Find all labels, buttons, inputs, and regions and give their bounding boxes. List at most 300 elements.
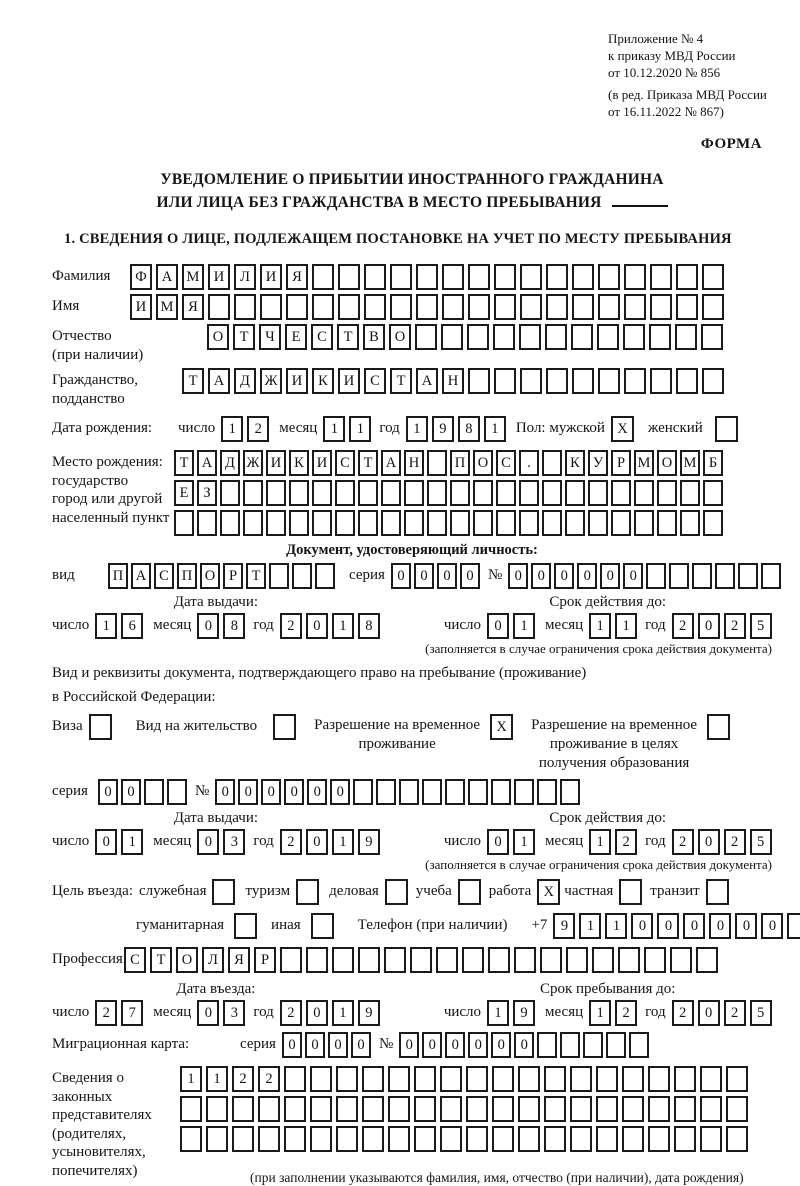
cell[interactable] [618,947,640,973]
cell[interactable]: И [338,368,360,394]
cell[interactable]: 2 [672,829,694,855]
cell[interactable]: 9 [432,416,454,442]
cell[interactable]: 1 [332,829,354,855]
cell[interactable] [206,1126,228,1152]
cell[interactable]: 6 [121,613,143,639]
cell[interactable]: 2 [615,1000,637,1026]
cell[interactable]: 1 [579,913,601,939]
cell[interactable]: 0 [698,1000,720,1026]
cell[interactable] [738,563,758,589]
cell[interactable]: 0 [698,829,720,855]
cell[interactable] [514,779,534,805]
cell[interactable] [174,510,194,536]
cell[interactable]: 1 [484,416,506,442]
cell[interactable]: 0 [197,613,219,639]
cell[interactable]: 0 [261,779,281,805]
cell[interactable]: 0 [422,1032,442,1058]
cell[interactable] [492,1066,514,1092]
cell[interactable]: Р [611,450,631,476]
cell[interactable] [494,368,516,394]
cell[interactable] [726,1126,748,1152]
cell[interactable]: Д [234,368,256,394]
cell[interactable]: Ч [259,324,281,350]
cell[interactable] [494,294,516,320]
cell[interactable] [399,779,419,805]
purpose-study-checkbox[interactable] [458,879,481,905]
cell[interactable]: Я [182,294,204,320]
purpose-transit-checkbox[interactable] [706,879,729,905]
cell[interactable] [144,779,164,805]
cell[interactable]: А [197,450,217,476]
purpose-humanitarian-checkbox[interactable] [234,913,257,939]
cell[interactable] [629,1032,649,1058]
cell[interactable] [442,264,464,290]
temp-residence-education-checkbox[interactable] [707,714,730,740]
cell[interactable] [546,368,568,394]
cell[interactable]: Т [390,368,412,394]
cell[interactable]: 0 [577,563,597,589]
cell[interactable] [440,1126,462,1152]
cell[interactable] [514,947,536,973]
cell[interactable]: К [565,450,585,476]
cell[interactable] [596,1066,618,1092]
cell[interactable]: П [108,563,128,589]
cell[interactable]: 0 [98,779,118,805]
cell[interactable] [414,1096,436,1122]
cell[interactable] [545,324,567,350]
cell[interactable] [167,779,187,805]
cell[interactable] [634,480,654,506]
cell[interactable]: 0 [623,563,643,589]
cell[interactable]: 1 [221,416,243,442]
cell[interactable]: С [496,450,516,476]
cell[interactable] [312,264,334,290]
cell[interactable] [520,294,542,320]
cell[interactable]: 0 [460,563,480,589]
cell[interactable]: Е [174,480,194,506]
cell[interactable]: 0 [735,913,757,939]
cell[interactable]: 2 [615,829,637,855]
cell[interactable] [597,324,619,350]
cell[interactable] [258,1126,280,1152]
cell[interactable] [570,1096,592,1122]
cell[interactable] [416,264,438,290]
cell[interactable] [537,1032,557,1058]
cell[interactable]: 0 [414,563,434,589]
cell[interactable] [787,913,800,939]
cell[interactable] [468,368,490,394]
cell[interactable] [384,947,406,973]
cell[interactable] [491,779,511,805]
cell[interactable] [220,480,240,506]
cell[interactable] [442,294,464,320]
cell[interactable] [566,947,588,973]
cell[interactable]: 1 [206,1066,228,1092]
cell[interactable] [422,779,442,805]
cell[interactable] [519,324,541,350]
cell[interactable] [315,563,335,589]
cell[interactable] [518,1096,540,1122]
cell[interactable] [492,1126,514,1152]
cell[interactable] [312,480,332,506]
cell[interactable] [493,324,515,350]
cell[interactable] [518,1126,540,1152]
cell[interactable] [518,1066,540,1092]
cell[interactable] [676,368,698,394]
cell[interactable] [427,510,447,536]
cell[interactable] [468,779,488,805]
cell[interactable] [696,947,718,973]
cell[interactable]: 2 [724,613,746,639]
purpose-business-checkbox[interactable] [385,879,408,905]
cell[interactable] [440,1066,462,1092]
cell[interactable]: 1 [406,416,428,442]
cell[interactable] [466,1126,488,1152]
cell[interactable]: 0 [95,829,117,855]
cell[interactable]: 0 [554,563,574,589]
cell[interactable] [622,1126,644,1152]
cell[interactable] [571,324,593,350]
cell[interactable]: 5 [750,829,772,855]
cell[interactable] [427,450,447,476]
cell[interactable] [292,563,312,589]
cell[interactable]: И [130,294,152,320]
cell[interactable] [622,1096,644,1122]
cell[interactable]: 1 [589,829,611,855]
cell[interactable]: 0 [328,1032,348,1058]
cell[interactable] [381,510,401,536]
cell[interactable] [445,779,465,805]
sex-male-checkbox[interactable]: X [611,416,634,442]
cell[interactable] [623,324,645,350]
cell[interactable]: 1 [332,1000,354,1026]
cell[interactable] [353,779,373,805]
cell[interactable]: 0 [305,1032,325,1058]
cell[interactable] [466,1066,488,1092]
cell[interactable]: Я [228,947,250,973]
cell[interactable] [669,563,689,589]
cell[interactable]: Н [404,450,424,476]
cell[interactable]: 1 [513,829,535,855]
cell[interactable] [648,1126,670,1152]
cell[interactable] [494,264,516,290]
cell[interactable]: С [311,324,333,350]
cell[interactable]: 8 [223,613,245,639]
cell[interactable] [336,1126,358,1152]
cell[interactable] [519,510,539,536]
cell[interactable]: О [473,450,493,476]
cell[interactable]: С [124,947,146,973]
cell[interactable]: Я [286,264,308,290]
cell[interactable]: 1 [121,829,143,855]
cell[interactable]: О [207,324,229,350]
cell[interactable] [570,1066,592,1092]
cell[interactable]: Т [150,947,172,973]
cell[interactable] [243,480,263,506]
cell[interactable]: П [177,563,197,589]
cell[interactable] [565,480,585,506]
cell[interactable] [269,563,289,589]
cell[interactable] [436,947,458,973]
cell[interactable] [381,480,401,506]
cell[interactable] [680,480,700,506]
cell[interactable] [404,480,424,506]
cell[interactable]: 0 [238,779,258,805]
cell[interactable] [676,264,698,290]
cell[interactable]: 0 [508,563,528,589]
cell[interactable] [544,1066,566,1092]
cell[interactable] [358,947,380,973]
cell[interactable]: 0 [761,913,783,939]
cell[interactable]: 9 [358,829,380,855]
cell[interactable] [390,294,412,320]
cell[interactable]: 5 [750,613,772,639]
cell[interactable]: Л [202,947,224,973]
cell[interactable] [388,1096,410,1122]
cell[interactable] [234,294,256,320]
cell[interactable]: Т [246,563,266,589]
cell[interactable]: И [208,264,230,290]
cell[interactable] [680,510,700,536]
cell[interactable] [700,1066,722,1092]
purpose-other-checkbox[interactable] [311,913,334,939]
residence-permit-checkbox[interactable] [273,714,296,740]
cell[interactable] [208,294,230,320]
cell[interactable] [542,510,562,536]
cell[interactable] [358,480,378,506]
cell[interactable]: 0 [197,1000,219,1026]
cell[interactable]: 0 [306,829,328,855]
cell[interactable] [702,294,724,320]
cell[interactable]: М [156,294,178,320]
cell[interactable]: 0 [445,1032,465,1058]
purpose-tourism-checkbox[interactable] [296,879,319,905]
cell[interactable] [284,1096,306,1122]
cell[interactable] [546,264,568,290]
cell[interactable] [266,510,286,536]
cell[interactable]: 2 [724,829,746,855]
cell[interactable]: 0 [306,1000,328,1026]
cell[interactable]: 0 [698,613,720,639]
cell[interactable] [338,264,360,290]
cell[interactable] [358,510,378,536]
cell[interactable] [310,1066,332,1092]
cell[interactable] [674,1096,696,1122]
cell[interactable] [540,947,562,973]
cell[interactable] [260,294,282,320]
cell[interactable] [674,1066,696,1092]
cell[interactable] [700,1126,722,1152]
cell[interactable] [388,1126,410,1152]
cell[interactable]: 1 [95,613,117,639]
cell[interactable] [606,1032,626,1058]
cell[interactable]: С [335,450,355,476]
cell[interactable] [306,947,328,973]
cell[interactable]: Е [285,324,307,350]
cell[interactable]: Т [337,324,359,350]
cell[interactable] [414,1126,436,1152]
cell[interactable]: И [266,450,286,476]
cell[interactable]: 3 [223,829,245,855]
cell[interactable] [657,480,677,506]
cell[interactable] [624,294,646,320]
cell[interactable] [646,563,666,589]
cell[interactable] [335,480,355,506]
cell[interactable] [537,779,557,805]
cell[interactable] [572,294,594,320]
cell[interactable]: 8 [458,416,480,442]
cell[interactable] [284,1066,306,1092]
cell[interactable] [388,1066,410,1092]
cell[interactable]: 1 [349,416,371,442]
cell[interactable] [703,510,723,536]
cell[interactable]: 5 [750,1000,772,1026]
cell[interactable] [674,1126,696,1152]
cell[interactable] [180,1096,202,1122]
cell[interactable]: А [131,563,151,589]
cell[interactable] [572,368,594,394]
cell[interactable] [180,1126,202,1152]
cell[interactable]: 0 [284,779,304,805]
cell[interactable] [560,1032,580,1058]
cell[interactable] [701,324,723,350]
cell[interactable]: 2 [672,1000,694,1026]
cell[interactable] [588,510,608,536]
cell[interactable]: К [289,450,309,476]
cell[interactable] [544,1096,566,1122]
cell[interactable] [310,1126,332,1152]
cell[interactable]: 0 [487,613,509,639]
cell[interactable] [243,510,263,536]
cell[interactable] [312,294,334,320]
cell[interactable] [650,294,672,320]
cell[interactable] [206,1096,228,1122]
cell[interactable] [496,510,516,536]
cell[interactable]: 0 [709,913,731,939]
cell[interactable]: Т [174,450,194,476]
cell[interactable] [404,510,424,536]
cell[interactable]: О [176,947,198,973]
cell[interactable]: О [389,324,411,350]
cell[interactable] [232,1096,254,1122]
cell[interactable] [280,947,302,973]
cell[interactable] [338,294,360,320]
cell[interactable] [702,368,724,394]
cell[interactable]: М [634,450,654,476]
cell[interactable] [648,1096,670,1122]
cell[interactable]: 1 [589,613,611,639]
cell[interactable]: 1 [589,1000,611,1026]
cell[interactable] [598,264,620,290]
cell[interactable] [611,510,631,536]
cell[interactable]: А [416,368,438,394]
cell[interactable]: 2 [258,1066,280,1092]
cell[interactable] [570,1126,592,1152]
cell[interactable] [700,1096,722,1122]
cell[interactable] [312,510,332,536]
cell[interactable] [634,510,654,536]
cell[interactable] [572,264,594,290]
cell[interactable]: Ж [243,450,263,476]
cell[interactable] [336,1096,358,1122]
cell[interactable] [588,480,608,506]
cell[interactable] [416,294,438,320]
cell[interactable] [726,1066,748,1092]
cell[interactable] [310,1096,332,1122]
cell[interactable] [650,368,672,394]
cell[interactable]: В [363,324,385,350]
cell[interactable] [520,264,542,290]
cell[interactable]: 2 [724,1000,746,1026]
cell[interactable] [492,1096,514,1122]
cell[interactable] [362,1096,384,1122]
cell[interactable]: 0 [351,1032,371,1058]
cell[interactable]: Р [254,947,276,973]
cell[interactable]: 0 [282,1032,302,1058]
cell[interactable] [266,480,286,506]
cell[interactable]: Т [182,368,204,394]
cell[interactable]: Т [358,450,378,476]
purpose-work-checkbox[interactable]: X [537,879,560,905]
cell[interactable] [596,1126,618,1152]
cell[interactable]: Р [223,563,243,589]
cell[interactable] [761,563,781,589]
cell[interactable] [657,510,677,536]
cell[interactable] [440,1096,462,1122]
cell[interactable] [624,368,646,394]
cell[interactable]: Т [233,324,255,350]
cell[interactable]: С [154,563,174,589]
temp-residence-checkbox[interactable]: X [490,714,513,740]
cell[interactable] [284,1126,306,1152]
cell[interactable] [362,1126,384,1152]
cell[interactable] [611,480,631,506]
cell[interactable] [650,264,672,290]
cell[interactable] [703,480,723,506]
cell[interactable] [546,294,568,320]
cell[interactable]: 1 [323,416,345,442]
cell[interactable] [565,510,585,536]
cell[interactable]: 8 [358,613,380,639]
cell[interactable]: 0 [391,563,411,589]
cell[interactable] [670,947,692,973]
cell[interactable]: 3 [223,1000,245,1026]
cell[interactable] [542,450,562,476]
cell[interactable]: 0 [399,1032,419,1058]
cell[interactable]: Л [234,264,256,290]
cell[interactable]: 0 [306,613,328,639]
cell[interactable]: 9 [553,913,575,939]
cell[interactable] [473,510,493,536]
cell[interactable]: 0 [683,913,705,939]
cell[interactable] [289,510,309,536]
cell[interactable] [415,324,437,350]
cell[interactable]: 1 [180,1066,202,1092]
cell[interactable] [450,510,470,536]
cell[interactable]: А [156,264,178,290]
cell[interactable]: 1 [615,613,637,639]
cell[interactable] [692,563,712,589]
cell[interactable]: А [208,368,230,394]
cell[interactable] [598,368,620,394]
cell[interactable]: И [312,450,332,476]
cell[interactable] [462,947,484,973]
visa-checkbox[interactable] [89,714,112,740]
cell[interactable] [715,563,735,589]
cell[interactable]: 7 [121,1000,143,1026]
cell[interactable] [286,294,308,320]
cell[interactable] [622,1066,644,1092]
